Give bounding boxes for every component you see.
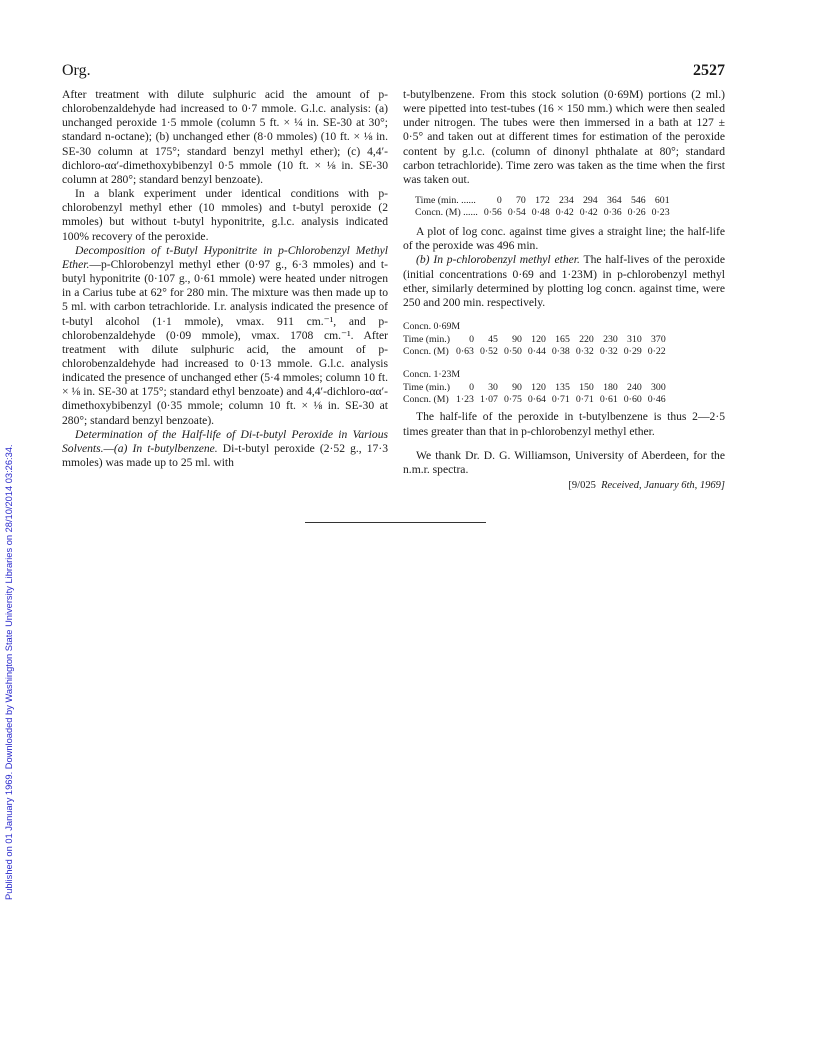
table-cell: 120 bbox=[531, 334, 546, 346]
paragraph-body: —p-Chlorobenzyl methyl ether (0·97 g., 6·3 mmoles) and t-butyl hyponitrite (0·107 g., 0·61 mmole) were heated under nitrogen in a Carius tube at 62° for 280 min. The mixture was then made up to 5 ml. with carbon tetrachloride. I.r. analysis indicated the presence of t-butyl alcohol (1·1 mmole), νmax. 911 cm.⁻¹, and p-chlorobenzaldehyde (0·09 mmole), νmax. 1708 cm.⁻¹. After treatment with dilute sulphuric acid, the amount of p-chlorobenzaldehyde had increased to 0·13 mmole. G.l.c. analysis indicated the presence of unchanged ether (5·4 mmoles; column 10 ft. × ⅛ in. SE-30 at 175°; standard ethyl benzoate) and 4,4′-dichloro-αα′-dimethoxybibenzyl (0·35 mmole; column 10 ft. × ⅛ in. SE-30 at 280°; standard benzyl benzoate). bbox=[62, 257, 388, 427]
table-row bbox=[415, 207, 670, 219]
section-heading: Determination of the Half-life of Di-t-butyl Peroxide in Various Solvents. bbox=[62, 427, 388, 455]
table-cell: 0·71 bbox=[551, 394, 570, 406]
table-cell: 0·63 bbox=[456, 346, 474, 358]
table-cell: 150 bbox=[579, 382, 594, 394]
table-cell: 0·61 bbox=[599, 394, 618, 406]
row-label: Concn. (M) bbox=[403, 346, 449, 358]
table-row bbox=[403, 382, 666, 394]
table-cell: 0 bbox=[469, 334, 474, 346]
table-cell: 0·56 bbox=[483, 207, 502, 219]
section-paragraph bbox=[62, 428, 388, 470]
table-row bbox=[403, 394, 666, 406]
paragraph: A plot of log conc. against time gives a straight line; the half-life of the peroxide was 496 min. bbox=[403, 225, 725, 253]
paragraph: t-butylbenzene. From this stock solution (0·69M) portions (2 ml.) were pipetted into test-tubes (16 × 150 mm.) which were then sealed under nitrogen. The tubes were then immersed in a bath at 127 ± 0·5° and taken out at different times for estimation of the peroxide content by g.l.c. (column of dinonyl phthalate at 80°; standard carbon tetrachloride). Time zero was taken as the time when the first was taken out. bbox=[403, 88, 725, 186]
table-cell: 0·54 bbox=[507, 207, 526, 219]
subsection-heading: —(a) In t-butylbenzene. bbox=[103, 441, 218, 455]
table-cell: 1·07 bbox=[479, 394, 498, 406]
table-cell: 0·26 bbox=[627, 207, 646, 219]
right-column bbox=[403, 88, 725, 493]
table-cell: 135 bbox=[555, 382, 570, 394]
table-cell: 234 bbox=[559, 195, 574, 207]
table-cell: 0·71 bbox=[575, 394, 594, 406]
table-heading: Concn. 1·23M bbox=[403, 369, 461, 381]
table-cell: 546 bbox=[630, 195, 646, 207]
data-table-t-butylbenzene bbox=[415, 195, 670, 219]
table-cell: 1·23 bbox=[456, 394, 474, 406]
paragraph: In a blank experiment under identical conditions with p-chlorobenzyl methyl ether (10 mmoles) and t-butyl peroxide (2 mmoles) but without t-butyl hyponitrite, g.l.c. analysis indicated 100% recovery of the peroxide. bbox=[62, 187, 388, 243]
table-cell: 230 bbox=[603, 334, 618, 346]
table-cell: 364 bbox=[606, 195, 622, 207]
table-cell: 165 bbox=[555, 334, 570, 346]
table-cell: 300 bbox=[651, 382, 666, 394]
paragraph-body: Di-t-butyl peroxide (2·52 g., 17·3 mmoles) was made up to 25 ml. with bbox=[62, 441, 389, 470]
journal-running-head: Org. bbox=[62, 62, 91, 79]
table-cell: 370 bbox=[651, 334, 666, 346]
table-cell: 0·46 bbox=[647, 394, 666, 406]
table-cell: 0 bbox=[469, 382, 474, 394]
table-cell: 0·36 bbox=[603, 207, 622, 219]
data-table-concn-0-69 bbox=[403, 334, 666, 358]
table-cell: 0·75 bbox=[503, 394, 522, 406]
paragraph: The half-life of the peroxide in t-butylbenzene is thus 2—2·5 times greater than that in p-chlorobenzyl methyl ether. bbox=[403, 410, 725, 438]
left-column bbox=[62, 88, 388, 470]
table-cell: 0·48 bbox=[531, 207, 550, 219]
subsection-heading: (b) In p-chlorobenzyl methyl ether. bbox=[416, 253, 580, 267]
table-cell: 120 bbox=[531, 382, 546, 394]
table-heading: Concn. 0·69M bbox=[403, 321, 461, 333]
paragraph-body: The half-lives of the peroxide (initial concentrations 0·69 and 1·23M) in p-chlorobenzyl methyl ether, similarly determined by plotting log concn. against time, were 250 and 200 min. respectively. bbox=[403, 253, 725, 309]
table-cell: 0 bbox=[496, 195, 502, 207]
table-cell: 220 bbox=[579, 334, 594, 346]
table-cell: 70 bbox=[516, 195, 526, 207]
table-cell: 0·32 bbox=[599, 346, 618, 358]
table-cell: 294 bbox=[583, 195, 598, 207]
data-table-concn-1-23 bbox=[403, 382, 666, 406]
table-cell: 601 bbox=[654, 195, 670, 207]
table-cell: 0·38 bbox=[551, 346, 570, 358]
table-cell: 0·64 bbox=[527, 394, 546, 406]
table-cell: 0·29 bbox=[623, 346, 642, 358]
acknowledgement: We thank Dr. D. G. Williamson, University of Aberdeen, for the n.m.r. spectra. bbox=[403, 448, 725, 476]
table-cell: 45 bbox=[488, 334, 498, 346]
table-cell: 90 bbox=[512, 334, 522, 346]
table-cell: 0·52 bbox=[479, 346, 498, 358]
section-paragraph bbox=[62, 244, 388, 428]
download-notice bbox=[4, 180, 16, 900]
section-paragraph bbox=[403, 253, 725, 310]
received-date bbox=[403, 479, 725, 493]
table-cell: 240 bbox=[627, 382, 642, 394]
end-rule bbox=[305, 522, 486, 523]
section-heading: Decomposition of t-Butyl Hyponitrite in p-Chlorobenzyl Methyl Ether. bbox=[62, 243, 388, 271]
table-row bbox=[403, 346, 666, 358]
table-row bbox=[403, 334, 666, 346]
row-label: Concn. (M) bbox=[403, 394, 449, 406]
table-cell: 0·42 bbox=[555, 207, 574, 219]
table-cell: 0·50 bbox=[503, 346, 522, 358]
row-label: Time (min.) bbox=[403, 334, 450, 346]
page-number: 2527 bbox=[693, 62, 725, 79]
row-label: Time (min. ...... bbox=[415, 195, 476, 207]
table-row bbox=[415, 195, 670, 207]
download-notice-text: Published on 01 January 1969. Downloaded by Washington State University Libraries on 28/10/2014 03:26:34. bbox=[4, 444, 14, 900]
manuscript-code: [9/025 bbox=[568, 479, 596, 491]
table-cell: 0·42 bbox=[579, 207, 598, 219]
table-cell: 30 bbox=[488, 382, 498, 394]
table-cell: 310 bbox=[627, 334, 642, 346]
table-cell: 0·44 bbox=[527, 346, 546, 358]
table-cell: 0·60 bbox=[623, 394, 642, 406]
received-text: Received, January 6th, 1969] bbox=[601, 479, 725, 491]
paragraph: After treatment with dilute sulphuric acid the amount of p-chlorobenzaldehyde had increased to 0·7 mmole. G.l.c. analysis: (a) unchanged peroxide 1·5 mmole (column 5 ft. × ¼ in. SE-30 at 30°; standard n-octane); (b) unchanged ether (8·0 mmoles) (10 ft. × ⅛ in. SE-30 column at 175°; standard benzyl methyl ether); (c) 4,4′-dichloro-αα′-dimethoxybibenzyl 0·5 mmole (10 ft. × ⅛ in. SE-30 column at 280°; standard benzyl benzoate). bbox=[62, 88, 388, 186]
table-cell: 172 bbox=[535, 195, 550, 207]
table-cell: 0·22 bbox=[647, 346, 666, 358]
row-label: Concn. (M) ...... bbox=[415, 207, 478, 219]
table-cell: 90 bbox=[512, 382, 522, 394]
table-cell: 180 bbox=[603, 382, 618, 394]
row-label: Time (min.) bbox=[403, 382, 450, 394]
table-cell: 0·32 bbox=[575, 346, 594, 358]
table-cell: 0·23 bbox=[651, 207, 670, 219]
